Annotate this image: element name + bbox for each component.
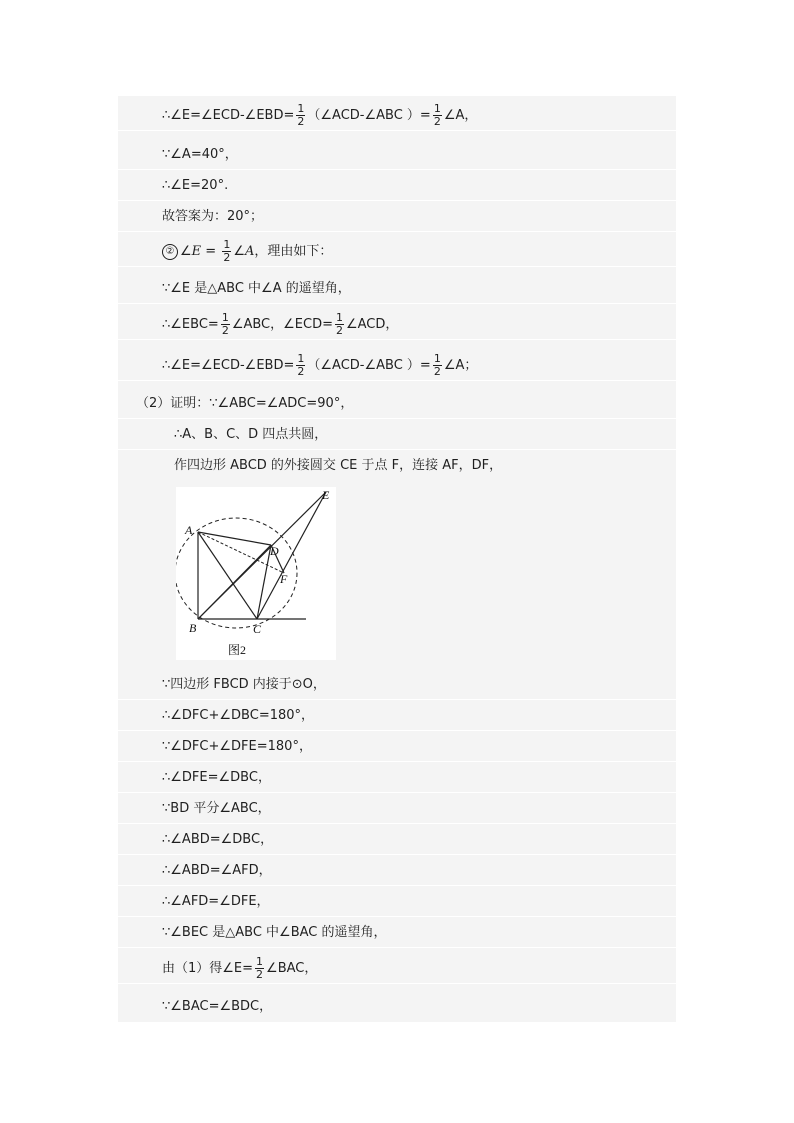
line-text: ∠A， xyxy=(443,108,478,123)
fraction: $\frac{1}{2}$ xyxy=(223,238,231,264)
circled-number-marker: ② xyxy=(162,244,178,260)
line-text: ∴∠E=∠ECD-∠EBD= xyxy=(162,108,295,123)
text-line: ∵BD 平分∠ABC， xyxy=(118,793,676,824)
text-line: ② ∠E = $\frac{1}{2}$ ∠A，理由如下： xyxy=(118,236,676,267)
text-line: （2）证明：∵∠ABC=∠ADC=90°， xyxy=(118,388,676,419)
fraction: $\frac{1}{2}$ xyxy=(221,311,229,337)
text-line: ∵∠BAC=∠BDC， xyxy=(162,999,273,1014)
circumcircle xyxy=(176,518,297,628)
text-line: ∵∠E 是△ABC 中∠A 的遥望角， xyxy=(118,273,676,304)
segment-ad xyxy=(198,532,271,545)
text-line: ∴∠E=∠ECD-∠EBD= $\frac{1}{2}$ （∠ACD-∠ABC ）= $\frac{1}{2}$ ∠A； xyxy=(118,350,676,381)
text-line xyxy=(118,100,676,131)
text-line: 故答案为：20°； xyxy=(118,201,676,232)
label-b: B xyxy=(189,621,197,635)
text-line: 由（1）得∠E= $\frac{1}{2}$ ∠BAC， xyxy=(118,953,676,984)
line-text: （∠ACD-∠ABC ）= xyxy=(307,108,431,123)
fraction: $\frac{1}{2}$ xyxy=(433,102,441,128)
text-line: ∴∠DFE=∠DBC， xyxy=(118,762,676,793)
fraction: $\frac{1}{2}$ xyxy=(256,955,264,981)
fraction: $\frac{1}{2}$ xyxy=(297,102,305,128)
text-line: ∴∠EBC= $\frac{1}{2}$ ∠ABC，∠ECD= $\frac{1}{2}$ ∠ACD， xyxy=(118,309,676,340)
segment-dc xyxy=(257,545,271,619)
segment-be xyxy=(198,492,326,619)
text-line: ∴∠ABD=∠AFD， xyxy=(118,855,676,886)
text-line: ∵四边形 FBCD 内接于⊙O， xyxy=(118,669,676,700)
segment-ac xyxy=(198,532,257,619)
geometry-figure xyxy=(176,487,336,660)
text-line: ∴∠ABD=∠DBC， xyxy=(118,824,676,855)
text-line: ∵∠DFC+∠DFE=180°， xyxy=(118,731,676,762)
label-f: F xyxy=(280,572,288,586)
fraction: $\frac{1}{2}$ xyxy=(335,311,343,337)
text-line: ∵∠A=40°， xyxy=(118,139,676,170)
geometry-diagram-svg xyxy=(176,487,336,660)
text-line: ∴∠AFD=∠DFE， xyxy=(118,886,676,917)
text-line: ∵∠BEC 是△ABC 中∠BAC 的遥望角， xyxy=(118,917,676,948)
fraction: $\frac{1}{2}$ xyxy=(297,352,305,378)
text-line: ∴A、B、C、D 四点共圆， xyxy=(118,419,676,450)
document-page xyxy=(118,96,676,1022)
fraction: $\frac{1}{2}$ xyxy=(433,352,441,378)
label-c: C xyxy=(253,622,262,636)
label-e: E xyxy=(322,488,330,502)
label-a: A xyxy=(185,523,193,537)
segment-ce xyxy=(257,492,326,619)
figure-caption: 图2 xyxy=(228,643,247,657)
text-line: ∴∠E=20°. xyxy=(118,170,676,201)
label-d: D xyxy=(270,544,279,558)
text-line: 作四边形 ABCD 的外接圆交 CE 于点 F，连接 AF，DF， xyxy=(174,458,503,473)
text-line: ∴∠DFC+∠DBC=180°， xyxy=(118,700,676,731)
